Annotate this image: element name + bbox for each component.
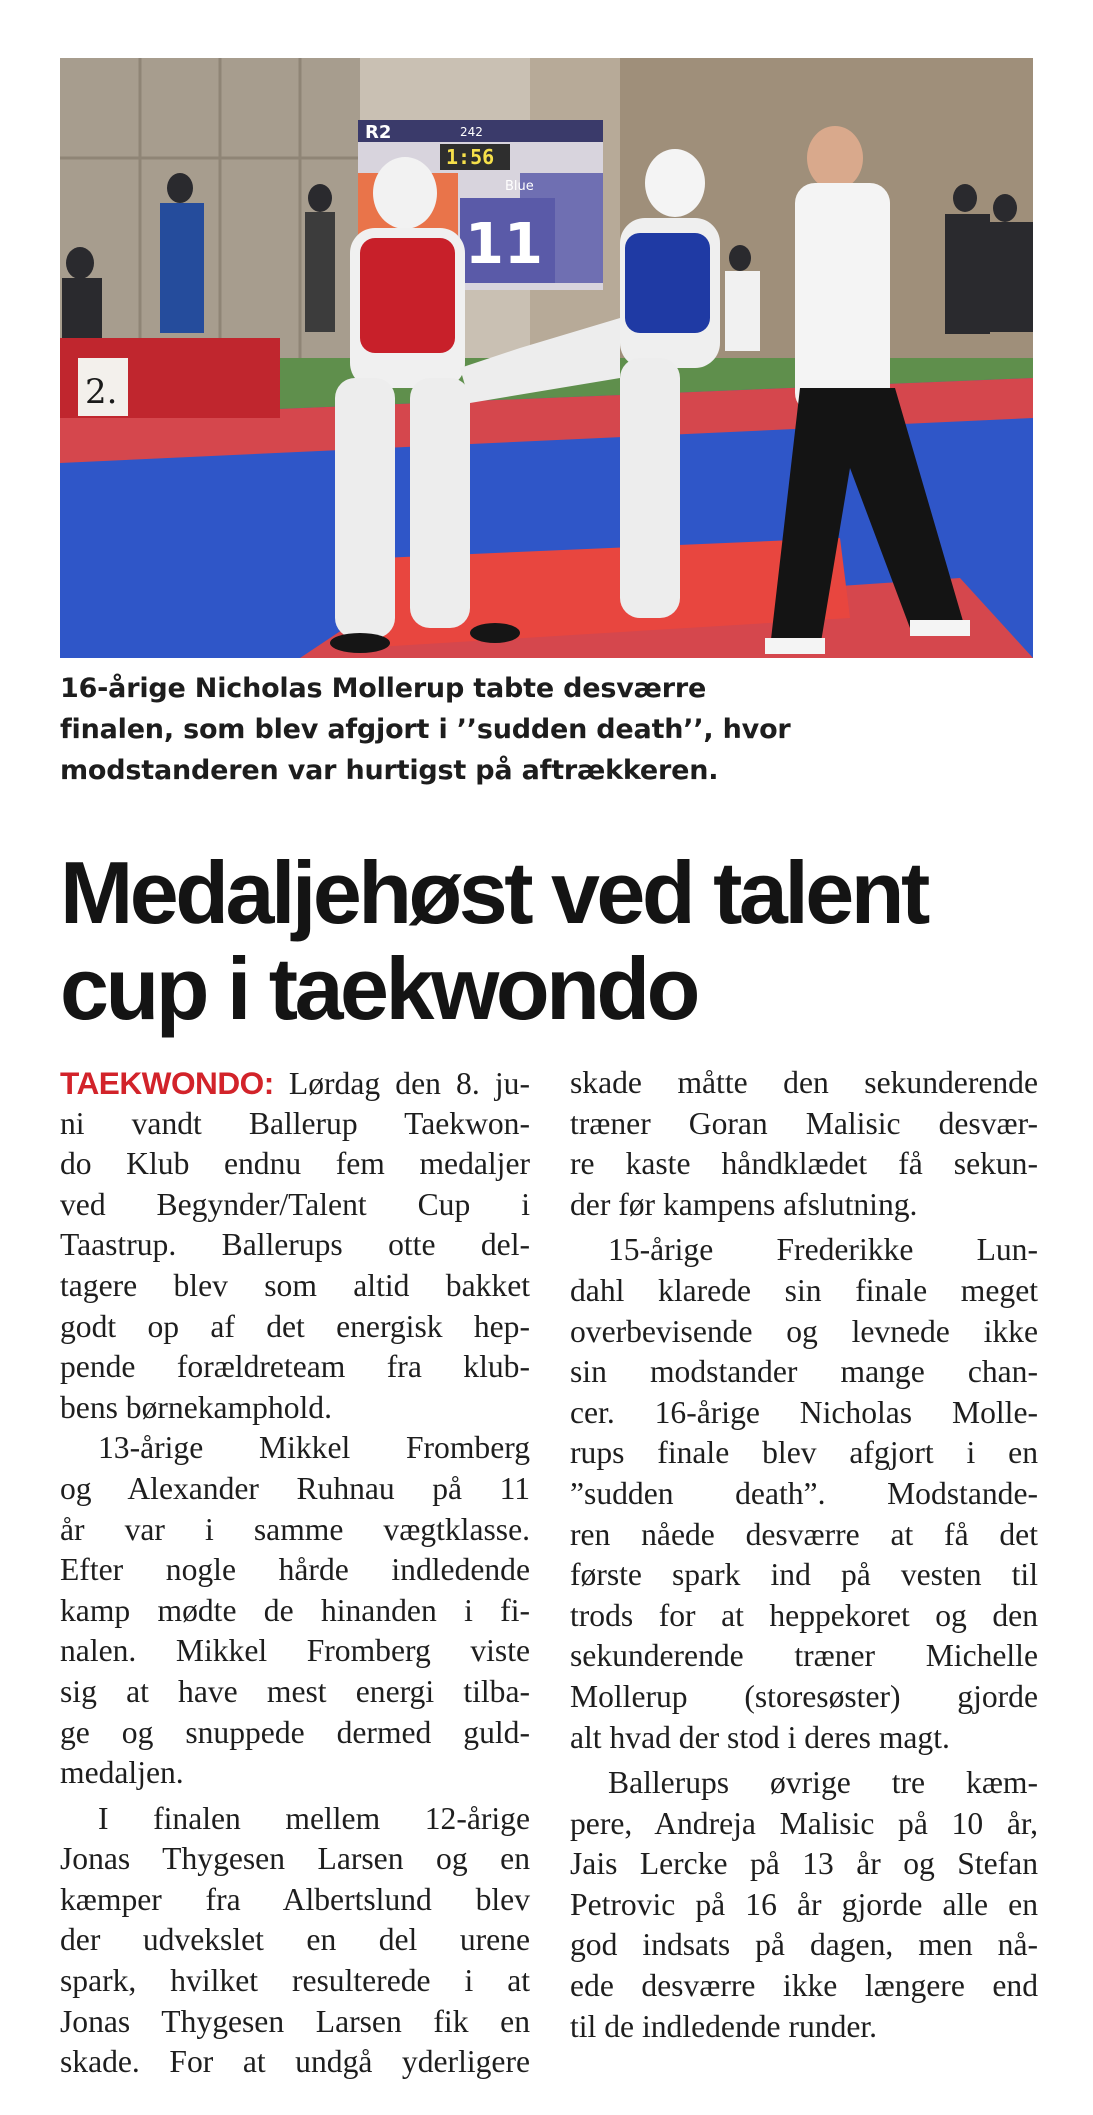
article-column-right (570, 1063, 1038, 2047)
article-headline (60, 845, 1070, 1037)
text-line: trods for at heppekoret og den (570, 1597, 1038, 1633)
scoreboard-small: 242 (460, 125, 483, 139)
scoreboard-round: R2 (365, 122, 392, 143)
caption-line: 16-årige Nicholas Mollerup tabte desværre (60, 673, 707, 704)
text-line: spark, hvilket resulterede i at (60, 1963, 530, 1999)
text-line: sig at have mest energi tilba- (60, 1673, 530, 1709)
text-line: Taastrup. Ballerups otte del- (60, 1227, 530, 1263)
table-sign: 2. (85, 372, 118, 412)
text-line: overbevisende og levnede ikke (570, 1313, 1038, 1349)
text-line: do Klub endnu fem medaljer (60, 1146, 530, 1182)
text-line: tagere blev som altid bakket (60, 1267, 530, 1303)
text-line: og Alexander Ruhnau på 11 (60, 1470, 530, 1506)
text-line: Mollerup (storesøster) gjorde (570, 1678, 1038, 1714)
scoreboard-time: 1:56 (446, 145, 495, 169)
text-line: ni vandt Ballerup Taekwon- (60, 1105, 530, 1141)
text-line: 13-årige Mikkel Fromberg (98, 1430, 530, 1466)
text-line: godt op af det energisk hep- (60, 1308, 530, 1344)
text-line: Efter nogle hårde indledende (60, 1552, 530, 1588)
headline-line: Medaljehøst ved talent (60, 843, 927, 942)
text-line: re kaste håndklædet få sekun- (570, 1146, 1038, 1182)
photo-caption (60, 668, 1040, 791)
text-line: træner Goran Malisic desvær- (570, 1105, 1038, 1141)
scoreboard-score: 11 (465, 212, 543, 277)
text-line: ge og snuppede dermed guld- (60, 1714, 530, 1750)
headline-line: cup i taekwondo (60, 939, 697, 1038)
text-line: pende forældreteam fra klub- (60, 1349, 530, 1385)
text-line: ede desværre ikke længere end (570, 1968, 1038, 2004)
text-line: Jais Lercke på 13 år og Stefan (570, 1846, 1038, 1882)
text-line: første spark ind på vesten til (570, 1557, 1038, 1593)
article-column-left (60, 1063, 530, 2083)
text-line: medaljen. (60, 1755, 184, 1791)
text-line: der udvekslet en del urene (60, 1922, 530, 1958)
text-line: ved Begynder/Talent Cup i (60, 1186, 530, 1222)
text-line: kamp mødte de hinanden i fi- (60, 1592, 530, 1628)
text-line: skade måtte den sekunderende (570, 1065, 1038, 1100)
text-line: Ballerups øvrige tre kæm- (608, 1765, 1038, 1801)
text-line: ren nåede desværre at få det (570, 1516, 1038, 1552)
text-line: ”sudden death”. Modstande- (570, 1475, 1038, 1511)
text-line: rups finale blev afgjort i en (570, 1435, 1038, 1471)
text-line: år var i samme vægtklasse. (60, 1511, 530, 1547)
text-line: kæmper fra Albertslund blev (60, 1881, 530, 1917)
text-line: 15-årige Frederikke Lun- (608, 1232, 1038, 1268)
text-line: Jonas Thygesen Larsen og en (60, 1841, 530, 1877)
scoreboard-side: Blue (505, 179, 534, 194)
article-photo (60, 58, 1033, 658)
caption-line: finalen, som blev afgjort i ’’sudden death’’, hvor (60, 714, 791, 745)
text-line: bens børnekamphold. (60, 1389, 333, 1425)
text-line: pere, Andreja Malisic på 10 år, (570, 1805, 1038, 1841)
taekwondo-match-image (60, 58, 1033, 658)
caption-line: modstanderen var hurtigst på aftrækkeren. (60, 755, 719, 786)
text-line: skade. For at undgå yderligere (60, 2044, 530, 2080)
text-line: nalen. Mikkel Fromberg viste (60, 1633, 530, 1669)
text-line: dahl klarede sin finale meget (570, 1272, 1038, 1308)
text-line: TAEKWONDO: Lørdag den 8. ju- (60, 1065, 530, 1101)
section-kicker: TAEKWONDO: (60, 1065, 274, 1101)
text-line: I finalen mellem 12-årige (98, 1800, 530, 1836)
text-line: sekunderende træner Michelle (570, 1638, 1038, 1674)
text-line: Jonas Thygesen Larsen fik en (60, 2003, 530, 2039)
text-line: Petrovic på 16 år gjorde alle en (570, 1886, 1038, 1922)
text-line: sin modstander mange chan- (570, 1354, 1038, 1390)
text-line: der før kampens afslutning. (570, 1186, 918, 1222)
text-line: til de indledende runder. (570, 2008, 878, 2044)
text-line: alt hvad der stod i deres magt. (570, 1719, 950, 1755)
text-line: god indsats på dagen, men nå- (570, 1927, 1038, 1963)
text-line: cer. 16-årige Nicholas Molle- (570, 1394, 1038, 1430)
